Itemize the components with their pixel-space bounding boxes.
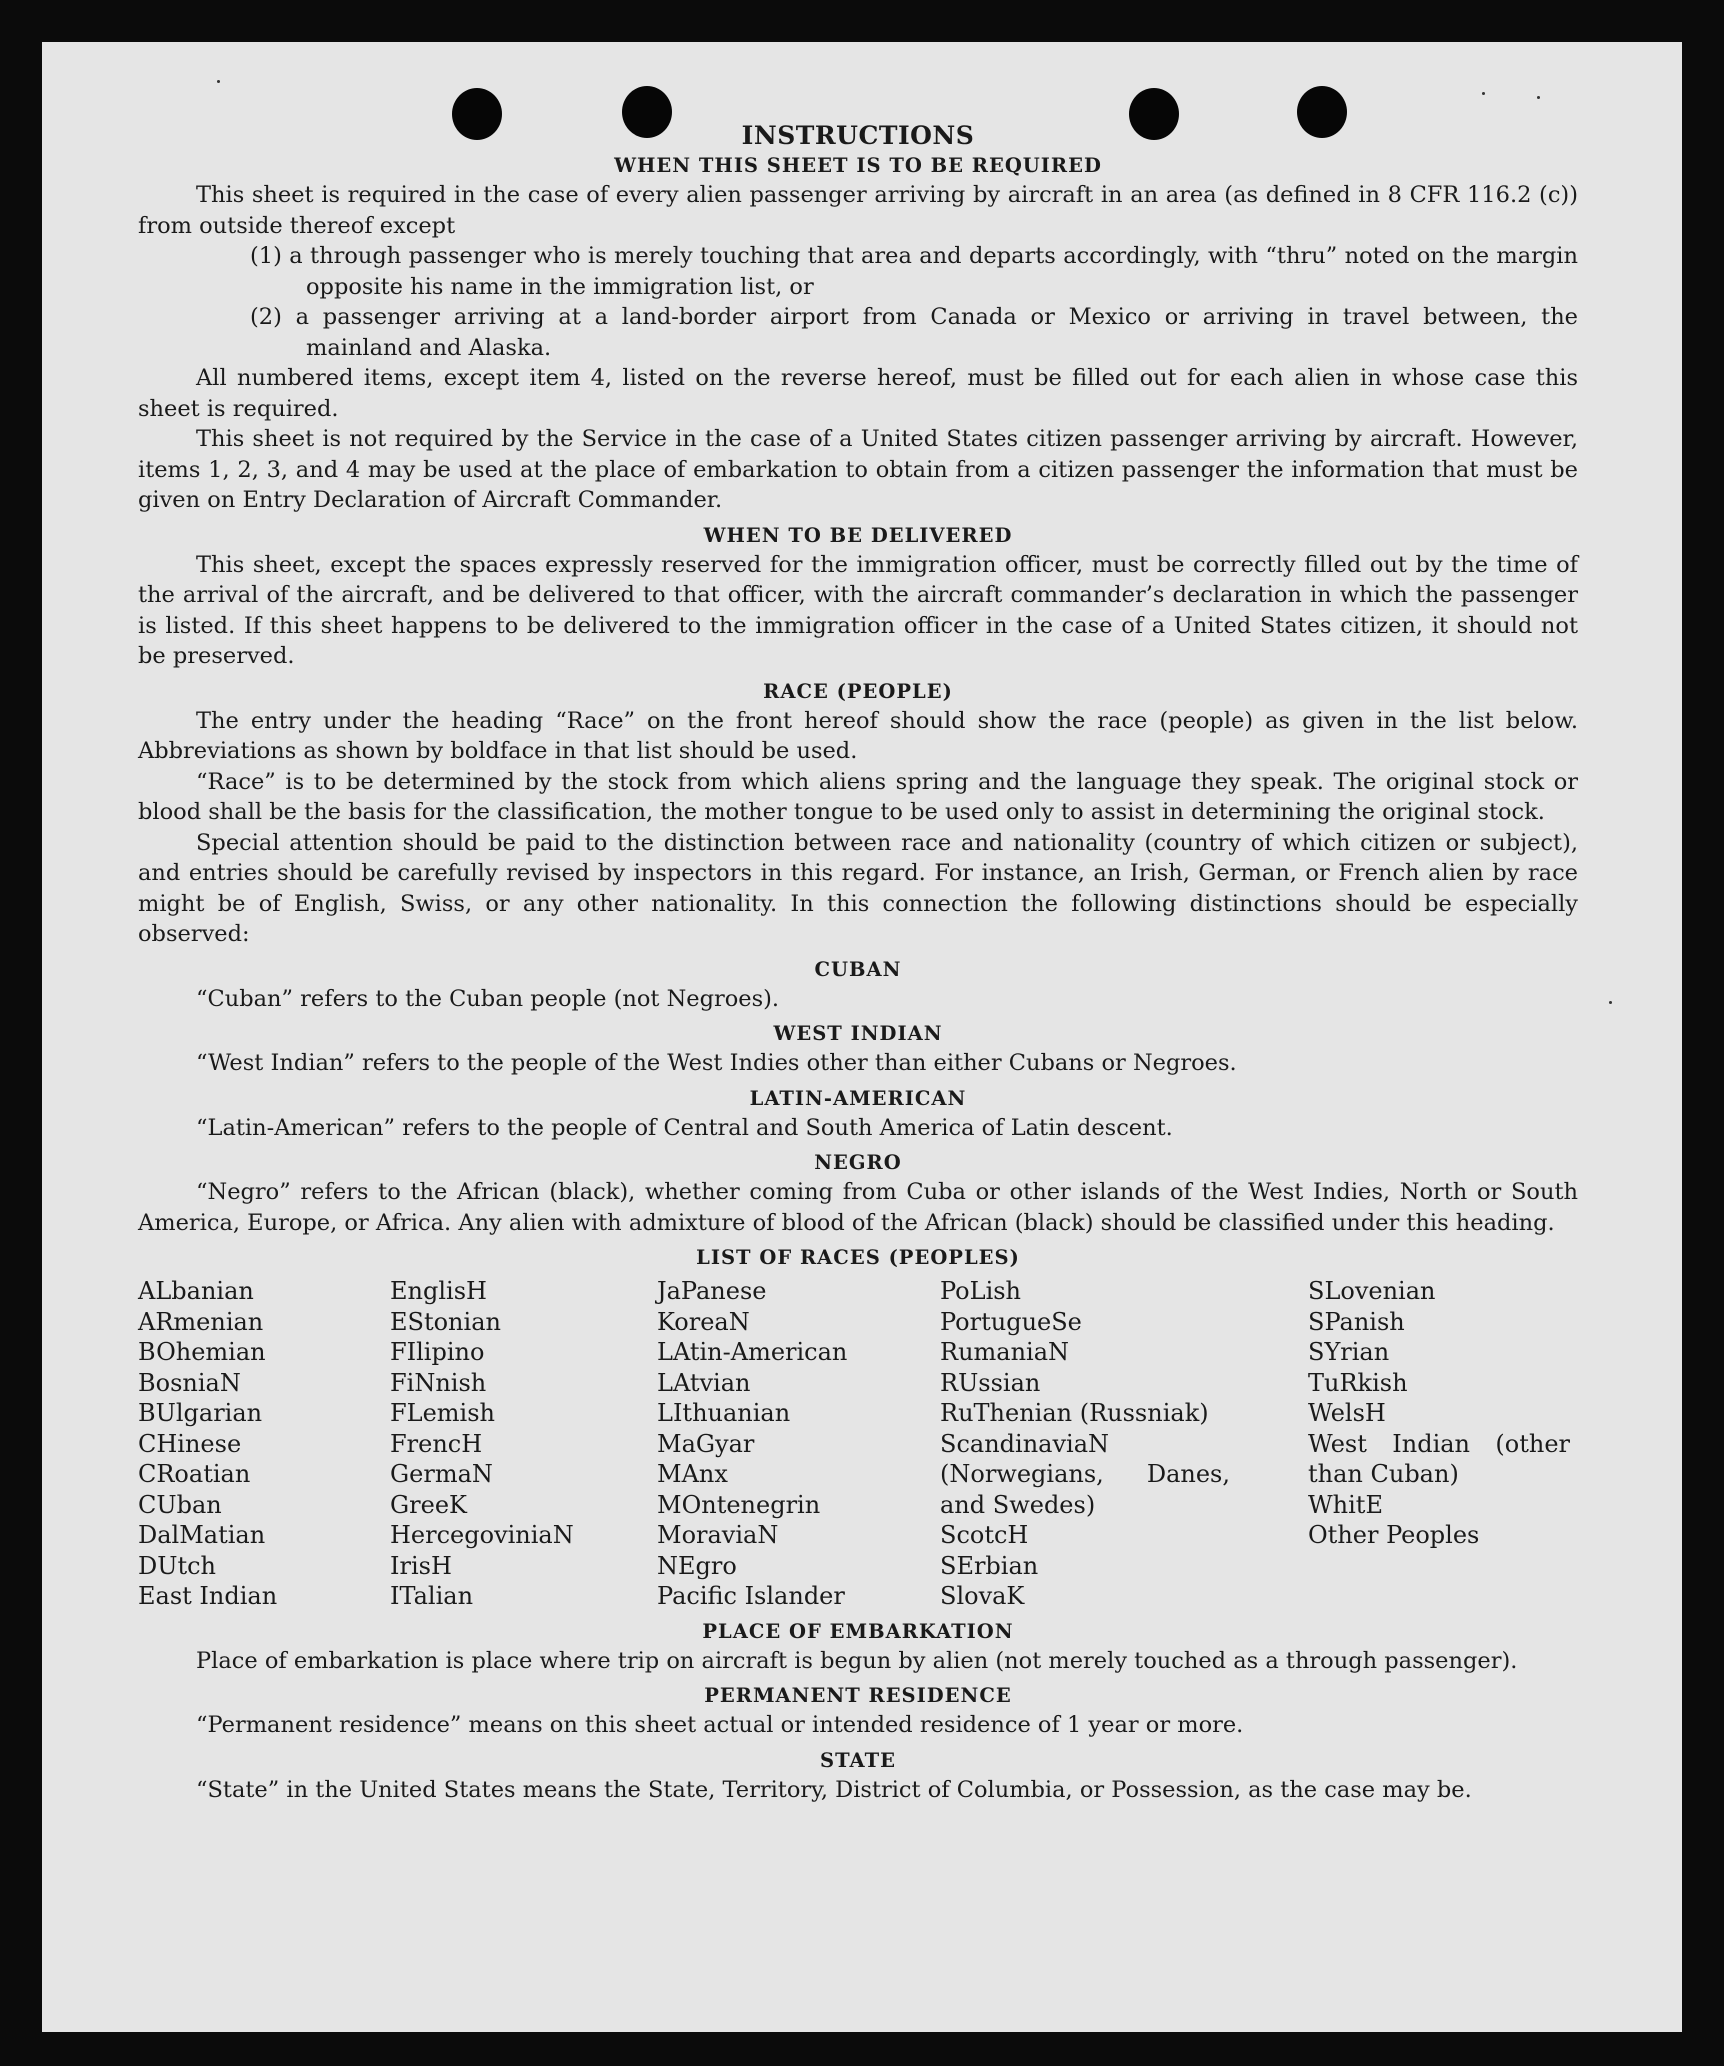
races-column (138, 1276, 390, 1612)
section-heading: CUBAN (814, 957, 902, 981)
paragraph: Special attention should be paid to the distinction between race and nationality (country of which citizen or subject), and entries should be carefully revised by inspectors in this regard. For instance, an Irish, German, or French alien by race might be of English, Swiss, or any other nationality. In this connection the following distinctions should be especially observed: (138, 829, 1578, 947)
section-heading: WHEN TO BE DELIVERED (703, 523, 1013, 547)
races-column (940, 1276, 1308, 1612)
races-column (1308, 1276, 1578, 1612)
race-entry: LAtin-American (657, 1338, 848, 1366)
race-entry: RUssian (940, 1368, 1041, 1397)
race-entry: RumaniaN (940, 1338, 1070, 1366)
race-entry: FIlipino (390, 1338, 485, 1366)
race-entry: ALbanian (138, 1277, 254, 1305)
race-entry: FrencH (390, 1429, 483, 1458)
section-heading: LIST OF RACES (PEOPLES) (696, 1246, 1020, 1269)
race-entry: LAtvian (657, 1368, 751, 1397)
race-entry: LIthuanian (657, 1399, 791, 1427)
section-heading: PLACE OF EMBARKATION (702, 1619, 1014, 1643)
section-heading: NEGRO (814, 1151, 902, 1174)
paragraph: This sheet is not required by the Service in the case of a United States citizen passenger arriving by aircraft. However, items 1, 2, 3, and 4 may be used at the place of embarkation to obtain from a citizen passenger the information that must be given on Entry Declaration of Aircraft Commander. (138, 426, 1578, 513)
race-entry: GreeK (390, 1490, 467, 1519)
paragraph: This sheet, except the spaces expressly reserved for the immigration officer, must be correctly filled out by the time of the arrival of the aircraft, and be delivered to that officer, with the aircraft commander’s declaration in which the passenger is listed. If this sheet happens to be delivered to the immigration officer in the case of a United States citizen, it should not be preserved. (138, 551, 1578, 669)
race-entry: MoraviaN (657, 1521, 779, 1549)
race-entry: NEgro (657, 1551, 737, 1580)
race-entry: PortugueSe (940, 1307, 1082, 1336)
race-entry: DalMatian (138, 1521, 266, 1549)
race-entry: GermaN (390, 1460, 493, 1488)
race-entry: FLemish (390, 1399, 495, 1427)
section-heading: PERMANENT RESIDENCE (704, 1684, 1012, 1707)
race-entry: WelsH (1308, 1399, 1386, 1427)
race-entry: Pacific Islander (657, 1582, 845, 1610)
races-column (657, 1276, 940, 1612)
race-entry: SlovaK (940, 1582, 1025, 1610)
race-entry: MaGyar (657, 1429, 755, 1458)
race-entry: ITalian (390, 1582, 474, 1610)
paragraph: “Latin-American” refers to the people of Central and South America of Latin descent. (196, 1114, 1173, 1141)
instructions-text (138, 120, 1578, 1805)
race-entry: JaPanese (657, 1277, 767, 1305)
section-heading: RACE (PEOPLE) (763, 679, 953, 703)
race-entry: IrisH (390, 1551, 452, 1580)
races-column (390, 1276, 657, 1612)
race-entry: FiNnish (390, 1368, 487, 1397)
paragraph: “Negro” refers to the African (black), whether coming from Cuba or other islands of the West Indies, North or South America, Europe, or Africa. Any alien with admixture of blood of the African (black) should be classified under this heading. (138, 1179, 1578, 1236)
race-entry: MAnx (657, 1460, 728, 1488)
document-title: INSTRUCTIONS (741, 121, 975, 150)
race-entry: West Indian (other than Cuban) (1308, 1429, 1570, 1488)
section-heading: WHEN THIS SHEET IS TO BE REQUIRED (614, 154, 1102, 177)
race-entry: SErbian (940, 1551, 1039, 1580)
race-entry: ARmenian (138, 1307, 264, 1336)
paragraph: “Cuban” refers to the Cuban people (not Negroes). (196, 985, 780, 1012)
race-entry: KoreaN (657, 1307, 750, 1336)
race-entry: ScotcH (940, 1521, 1029, 1549)
speck (1537, 96, 1540, 99)
race-entry: PoLish (940, 1277, 1022, 1305)
race-entry: TuRkish (1308, 1368, 1408, 1397)
paragraph: “Permanent residence” means on this sheet actual or intended residence of 1 year or more. (196, 1712, 1244, 1738)
race-entry: RuThenian (Russniak) (940, 1399, 1209, 1427)
section-heading: WEST INDIAN (773, 1022, 943, 1045)
race-entry: WhitE (1308, 1490, 1383, 1519)
race-entry: HercegoviniaN (390, 1521, 574, 1549)
paragraph: All numbered items, except item 4, listed on the reverse hereof, must be filled out for each alien in whose case this sheet is required. (138, 365, 1578, 422)
paragraph: Place of embarkation is place where trip on aircraft is begun by alien (not merely touched as a through passenger). (196, 1647, 1518, 1674)
section-heading: STATE (820, 1748, 896, 1772)
list-item: (2) a passenger arriving at a land-border airport from Canada or Mexico or arriving in travel between, the mainland and Alaska. (250, 304, 1578, 361)
race-entry: SPanish (1308, 1307, 1405, 1336)
speck (217, 80, 220, 83)
race-entry: Other Peoples (1308, 1521, 1480, 1549)
race-entry: East Indian (138, 1582, 278, 1610)
race-entry: CHinese (138, 1429, 242, 1458)
paragraph: “West Indian” refers to the people of the West Indies other than either Cubans or Negroes. (196, 1050, 1237, 1076)
race-entry: CUban (138, 1490, 222, 1519)
race-entry: MOntenegrin (657, 1490, 821, 1519)
race-entry: CRoatian (138, 1460, 251, 1488)
list-item: (1) a through passenger who is merely touching that area and departs accordingly, with “thru” noted on the margin opposite his name in the immigration list, or (250, 243, 1578, 300)
speck (1609, 1001, 1612, 1004)
race-entry: EnglisH (390, 1277, 487, 1305)
race-entry: SYrian (1308, 1338, 1390, 1366)
race-entry: ScandinaviaN (Norwegians, Danes, and Swedes) (940, 1429, 1230, 1519)
race-entry: SLovenian (1308, 1277, 1436, 1305)
race-entry: BosniaN (138, 1368, 241, 1397)
paragraph: “State” in the United States means the State, Territory, District of Columbia, or Possession, as the case may be. (196, 1776, 1472, 1803)
document-page (42, 42, 1682, 2032)
paragraph: This sheet is required in the case of every alien passenger arriving by aircraft in an area (as defined in 8 CFR 116.2 (c)) from outside thereof except (138, 182, 1578, 239)
race-entry: BUlgarian (138, 1399, 263, 1427)
speck (1482, 92, 1485, 95)
races-list (138, 1276, 1578, 1612)
paragraph: “Race” is to be determined by the stock from which aliens spring and the language they speak. The original stock or blood shall be the basis for the classification, the mother tongue to be used only to assist in determining the original stock. (138, 768, 1578, 825)
race-entry: DUtch (138, 1551, 217, 1580)
race-entry: EStonian (390, 1307, 501, 1336)
section-heading: LATIN-AMERICAN (749, 1086, 967, 1110)
paragraph: The entry under the heading “Race” on the front hereof should show the race (people) as given in the list below. Abbreviations as shown by boldface in that list should be used. (138, 707, 1578, 764)
race-entry: BOhemian (138, 1338, 266, 1366)
